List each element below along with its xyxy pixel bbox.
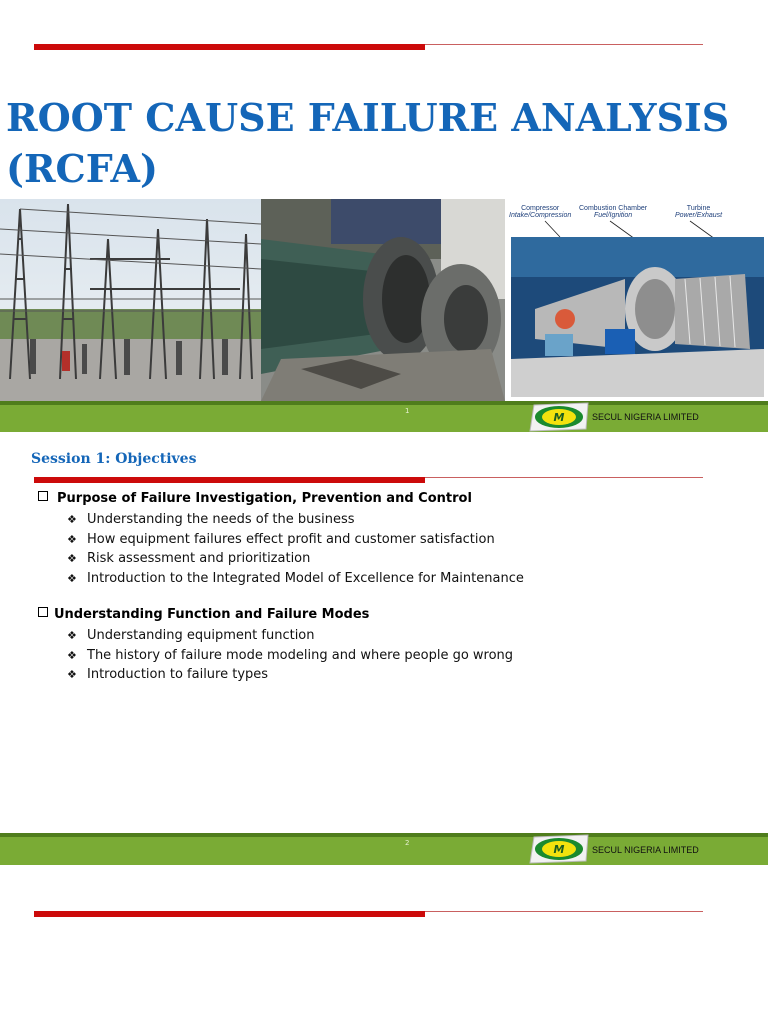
diamond-bullet-icon: ❖ <box>67 552 77 565</box>
list-item: ❖ Risk assessment and prioritization <box>67 549 524 569</box>
objective-list-1 <box>67 510 524 588</box>
diamond-bullet-icon: ❖ <box>67 513 77 526</box>
bottom-thin-rule <box>425 911 703 912</box>
label-compressor: Compressor Intake/Compression <box>509 205 572 219</box>
label-turbine: Turbine Power/Exhaust <box>675 205 723 219</box>
slide-title: ROOT CAUSE FAILURE ANALYSIS (RCFA) <box>6 95 730 191</box>
section-red-rule <box>34 477 425 483</box>
diamond-bullet-icon: ❖ <box>67 668 77 681</box>
page-number-2: 2 <box>405 839 410 847</box>
list-item: ❖ How equipment failures effect profit and customer satisfaction <box>67 530 524 550</box>
section-thin-rule <box>425 477 703 478</box>
logo-letter: M <box>553 411 565 424</box>
page-number-1: 1 <box>405 407 410 415</box>
company-name: SECUL NIGERIA LIMITED <box>592 845 699 855</box>
list-item: ❖ The history of failure mode modeling and where people go wrong <box>67 646 513 666</box>
label-combustion: Combustion Chamber Fuel/Ignition <box>579 205 648 219</box>
list-item: ❖ Understanding the needs of the business <box>67 510 524 530</box>
objective-section-1 <box>38 491 472 506</box>
objective-section-2 <box>38 607 369 622</box>
top-red-rule <box>34 44 425 50</box>
list-item: ❖ Understanding equipment function <box>67 626 513 646</box>
diamond-bullet-icon: ❖ <box>67 571 77 585</box>
substation-photo <box>0 199 261 401</box>
top-thin-rule <box>425 44 703 45</box>
company-logo <box>528 402 592 432</box>
company-logo <box>528 834 592 864</box>
damaged-shaft-photo <box>261 199 505 401</box>
objective-list-2 <box>67 626 513 685</box>
company-name: SECUL NIGERIA LIMITED <box>592 412 699 422</box>
list-item: ❖ Introduction to the Integrated Model of Excellence for Maintenance <box>67 569 524 589</box>
diamond-bullet-icon: ❖ <box>67 532 77 546</box>
diamond-bullet-icon: ❖ <box>67 648 77 662</box>
checkbox-bullet-icon <box>38 607 48 617</box>
gas-turbine-diagram <box>505 199 768 401</box>
section-2-title: Understanding Function and Failure Modes <box>54 607 370 622</box>
checkbox-bullet-icon <box>38 491 48 501</box>
list-item: ❖ Introduction to failure types <box>67 665 513 685</box>
diamond-bullet-icon: ❖ <box>67 629 77 642</box>
section-1-title: Purpose of Failure Investigation, Prevention and Control <box>57 491 472 506</box>
logo-letter: M <box>553 843 565 856</box>
bottom-red-rule <box>34 911 425 917</box>
session-heading: Session 1: Objectives <box>31 451 197 467</box>
